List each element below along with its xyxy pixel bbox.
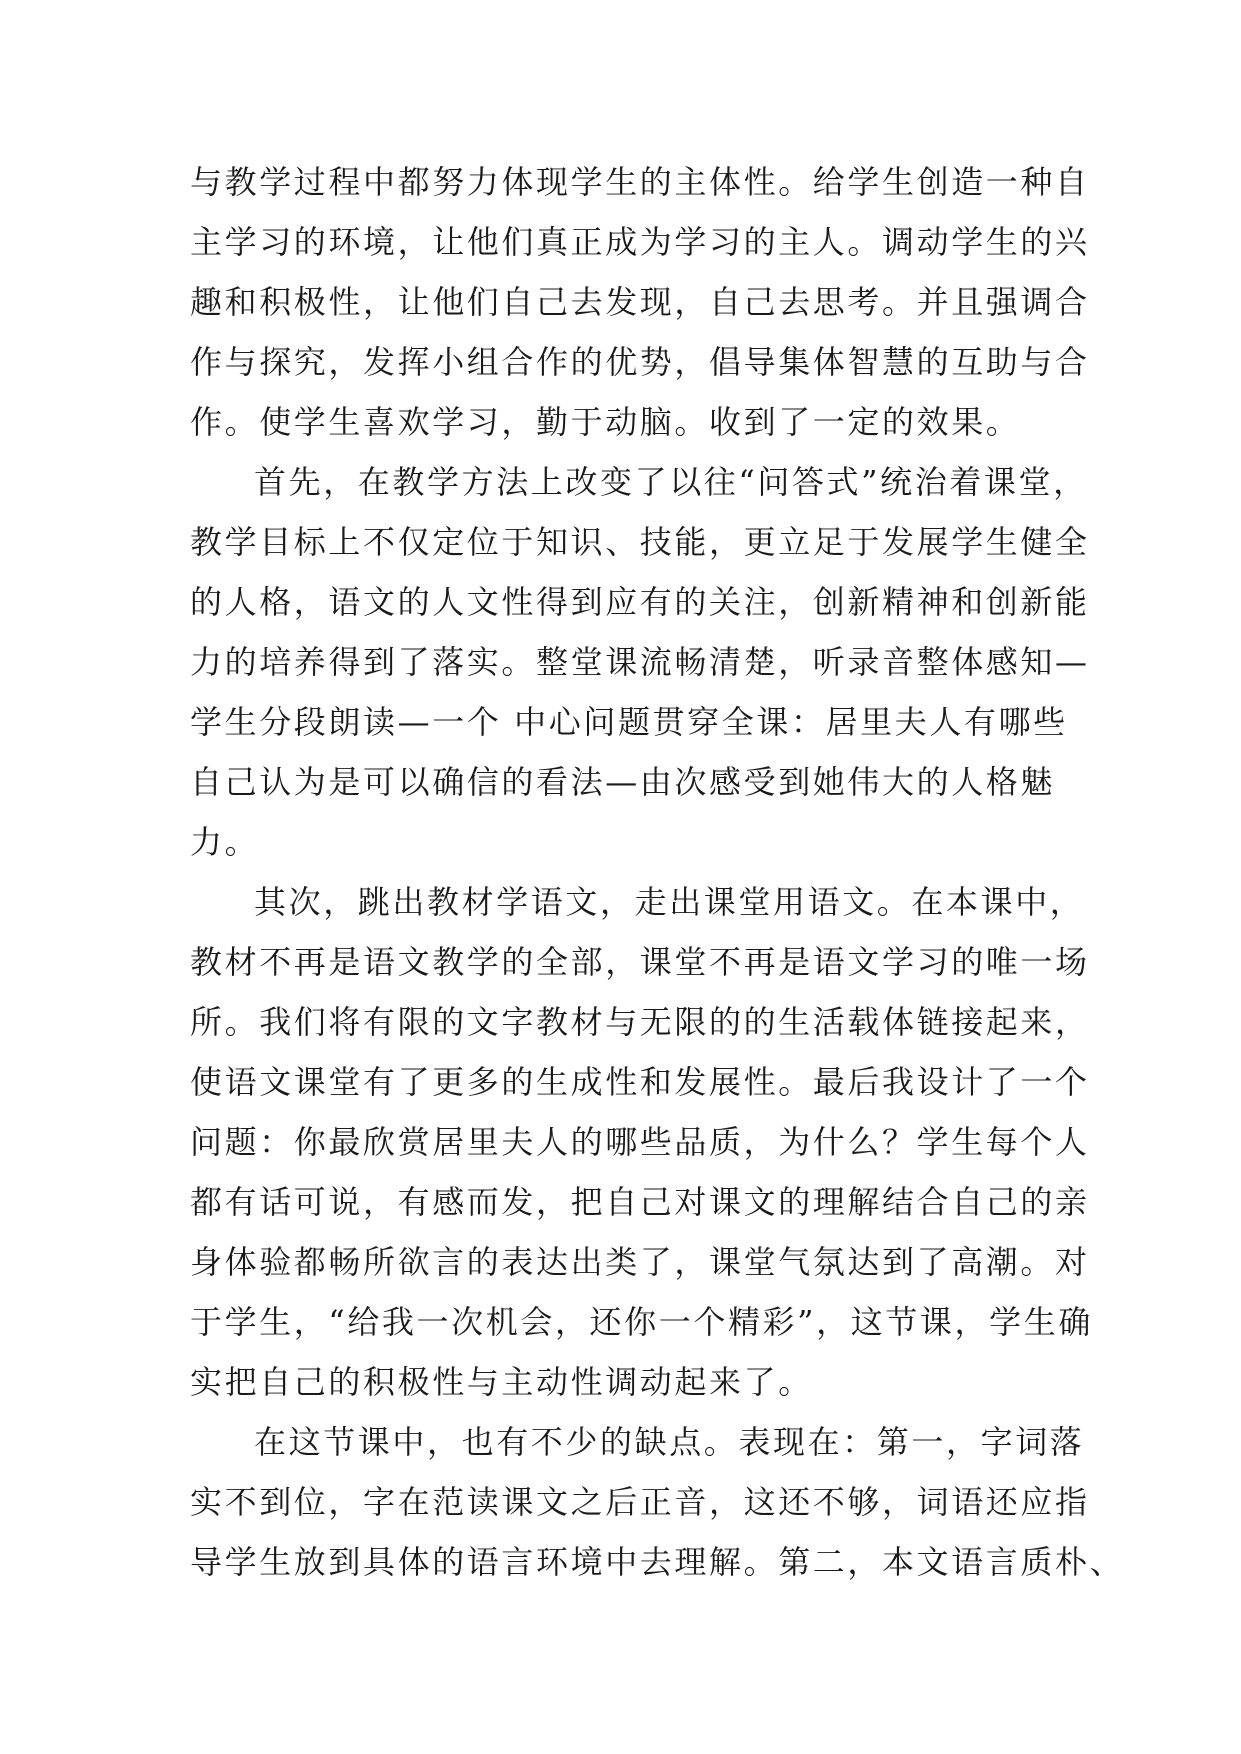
text-line: 自己认为是可以确信的看法—由次感受到她伟大的人格魅 bbox=[190, 763, 1056, 801]
text-line: 趣和积极性，让他们自己去发现，自己去思考。并且强调合 bbox=[190, 283, 1090, 321]
text-line: 身体验都畅所欲言的表达出类了，课堂气氛达到了高潮。对 bbox=[190, 1243, 1090, 1281]
paragraph-first-line: 在这节课中，也有不少的缺点。表现在：第一，字词落 bbox=[254, 1423, 1085, 1461]
text-line: 教学目标上不仅定位于知识、技能，更立足于发展学生健全 bbox=[190, 523, 1090, 561]
text-line: 都有话可说，有感而发，把自己对课文的理解结合自己的亲 bbox=[190, 1183, 1090, 1221]
text-line: 力的培养得到了落实。整堂课流畅清楚，听录音整体感知— bbox=[190, 643, 1090, 681]
document-body bbox=[190, 152, 1125, 1592]
text-line: 所。我们将有限的文字教材与无限的的生活载体链接起来， bbox=[190, 1003, 1090, 1041]
paragraph-first-line: 首先，在教学方法上改变了以往“问答式”统治着课堂， bbox=[254, 463, 1088, 501]
text-line: 作。使学生喜欢学习，勤于动脑。收到了一定的效果。 bbox=[190, 403, 1021, 441]
text-line: 主学习的环境，让他们真正成为学习的主人。调动学生的兴 bbox=[190, 223, 1090, 261]
text-line: 导学生放到具体的语言环境中去理解。第二，本文语言质朴、 bbox=[190, 1543, 1125, 1581]
text-line: 的人格，语文的人文性得到应有的关注，创新精神和创新能 bbox=[190, 583, 1090, 621]
text-line: 问题：你最欣赏居里夫人的哪些品质，为什么？学生每个人 bbox=[190, 1123, 1090, 1161]
text-line: 使语文课堂有了更多的生成性和发展性。最后我设计了一个 bbox=[190, 1063, 1090, 1101]
text-line: 实把自己的积极性与主动性调动起来了。 bbox=[190, 1363, 813, 1401]
text-line: 实不到位，字在范读课文之后正音，这还不够，词语还应指 bbox=[190, 1483, 1090, 1521]
text-line: 作与探究，发挥小组合作的优势，倡导集体智慧的互助与合 bbox=[190, 343, 1090, 381]
text-line: 教材不再是语文教学的全部，课堂不再是语文学习的唯一场 bbox=[190, 943, 1090, 981]
text-line: 与教学过程中都努力体现学生的主体性。给学生创造一种自 bbox=[190, 163, 1090, 201]
paragraph-first-line: 其次，跳出教材学语文，走出课堂用语文。在本课中， bbox=[254, 883, 1085, 921]
text-line: 力。 bbox=[190, 823, 260, 861]
text-line: 于学生，“给我一次机会，还你一个精彩”，这节课，学生确 bbox=[190, 1303, 1093, 1341]
text-line: 学生分段朗读—一个 中心问题贯穿全课：居里夫人有哪些 bbox=[190, 703, 1068, 741]
